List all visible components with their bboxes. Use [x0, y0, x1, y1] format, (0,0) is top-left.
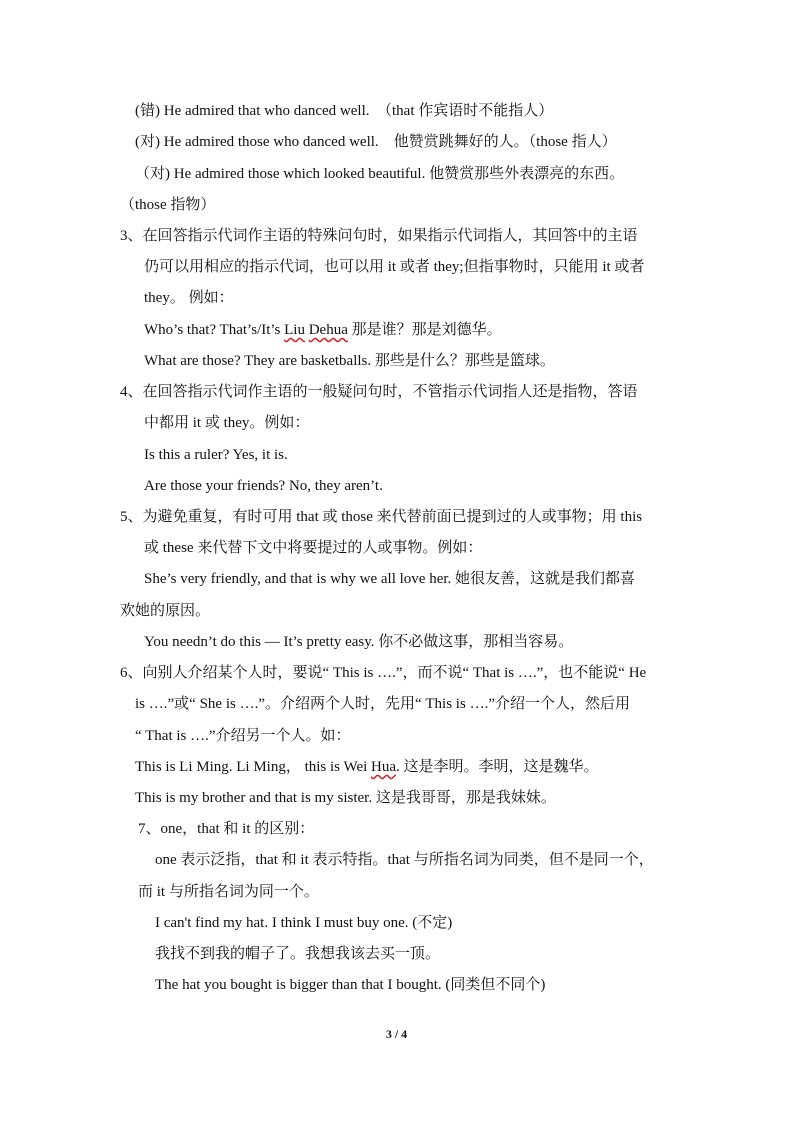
text-line-21: “ That is ….”介绍另一个人。如： [135, 728, 351, 744]
text-segment: . 这是李明。李明，这是魏华。 [396, 759, 599, 775]
text-line-13: Are those your friends? No, they aren’t. [144, 478, 383, 494]
text-line-14: 5、为避免重复，有时可用 that 或 those 来代替前面已提到过的人或事物；用 this [120, 509, 643, 525]
text-line-22 [135, 757, 599, 777]
text-line-12: Is this a ruler? Yes, it is. [144, 447, 288, 463]
text-line-6: 仍可以用相应的指示代词，也可以用 it 或者 they;但指事物时，只能用 it 或者 [144, 259, 645, 275]
text-segment: This is Li Ming. Li Ming， this is Wei [135, 759, 372, 775]
text-line-27: I can't find my hat. I think I must buy one. (不定) [155, 915, 453, 931]
text-line-10: 4、在回答指示代词作主语的一般疑问句时，不管指示代词指人还是指物，答语 [120, 384, 638, 400]
text-segment: 那是谁？那是刘德华。 [347, 322, 502, 338]
text-line-9: What are those? They are basketballs. 那些是什么？那些是篮球。 [144, 353, 555, 369]
page-number: 3 / 4 [385, 1027, 408, 1041]
text-line-25: one 表示泛指，that 和 it 表示特指。that 与所指名词为同类，但不是同一个， [155, 852, 654, 868]
text-line-29: The hat you bought is bigger than that I bought. (同类但不同个) [155, 977, 546, 993]
text-line-11: 中都用 it 或 they。例如： [144, 415, 310, 431]
text-line-3: （对) He admired those which looked beautiful. 他赞赏那些外表漂亮的东西。 [135, 166, 625, 182]
spellcheck-word: Dehua [308, 322, 348, 338]
text-line-20: is ….”或“ She is ….”。介绍两个人时，先用“ This is ….”介绍一个人，然后用 [135, 696, 630, 712]
spellcheck-word: Liu [284, 322, 305, 338]
text-line-4: （those 指物） [120, 197, 216, 213]
text-line-1: (错) He admired that who danced well. （that 作宾语时不能指人） [135, 103, 554, 119]
text-line-17: 欢她的原因。 [120, 603, 211, 619]
text-line-28: 我找不到我的帽子了。我想我该去买一顶。 [155, 946, 441, 962]
text-line-5: 3、在回答指示代词作主语的特殊问句时，如果指示代词指人，其回答中的主语 [120, 228, 638, 244]
text-line-8 [144, 320, 502, 340]
text-line-24: 7、one，that 和 it 的区别： [138, 821, 315, 837]
text-segment: Who’s that? That’s/It’s [144, 322, 285, 338]
text-line-19: 6、向别人介绍某个人时，要说“ This is ….”，而不说“ That is ….”，也不能说“ He [120, 665, 647, 681]
text-line-15: 或 these 来代替下文中将要提过的人或事物。例如： [144, 540, 483, 556]
text-line-7: they。 例如： [144, 290, 234, 306]
text-line-16: She’s very friendly, and that is why we all love her. 她很友善，这就是我们都喜 [144, 571, 636, 587]
text-line-23: This is my brother and that is my sister. 这是我哥哥，那是我妹妹。 [135, 790, 556, 806]
text-line-2: (对) He admired those who danced well. 他赞赏跳舞好的人。（those 指人） [135, 134, 617, 150]
spellcheck-word: Hua [371, 759, 397, 775]
text-line-18: You needn’t do this — It’s pretty easy. 你不必做这事，那相当容易。 [144, 634, 574, 650]
text-line-26: 而 it 与所指名词为同一个。 [138, 884, 319, 900]
